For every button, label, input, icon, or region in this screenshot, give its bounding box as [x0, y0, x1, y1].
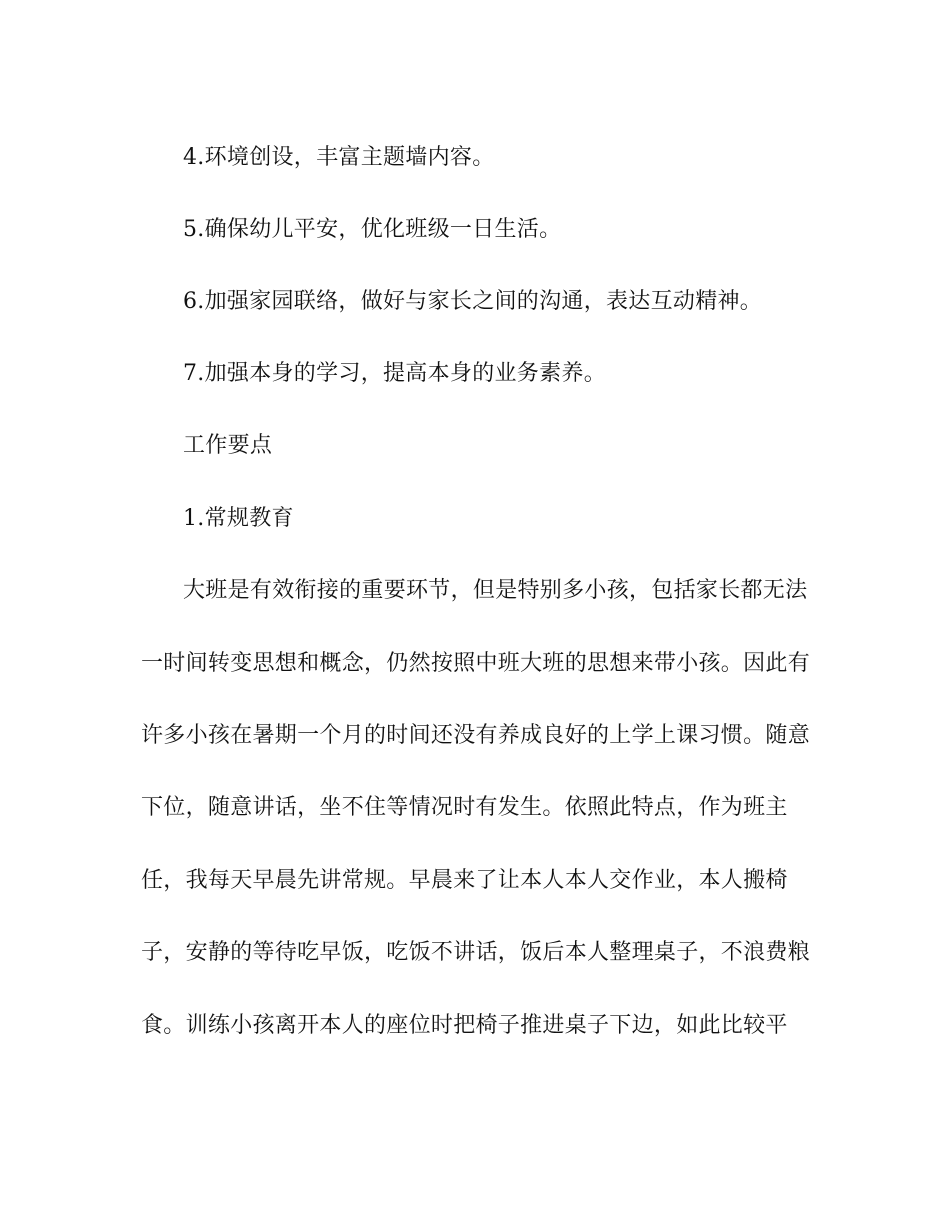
list-item-self-study: 7.加强本身的学习，提高本身的业务素养。 [183, 361, 606, 386]
paragraph-line: 任，我每天早晨先讲常规。早晨来了让本人本人交作业，本人搬椅 [141, 868, 788, 893]
subsection-heading-routine-education: 1.常规教育 [183, 506, 294, 531]
paragraph-line: 下位，随意讲话，坐不住等情况时有发生。依照此特点，作为班主 [141, 795, 788, 820]
paragraph-line: 一时间转变思想和概念，仍然按照中班大班的思想来带小孩。因此有 [141, 651, 811, 676]
paragraph-line: 食。训练小孩离开本人的座位时把椅子推进桌子下边，如此比较平 [141, 1013, 788, 1038]
paragraph-line: 许多小孩在暑期一个月的时间还没有养成良好的上学上课习惯。随意 [141, 723, 811, 748]
list-item-environment: 4.环境创设，丰富主题墙内容。 [183, 145, 495, 170]
paragraph-line: 大班是有效衔接的重要环节，但是特别多小孩，包括家长都无法 [183, 578, 808, 603]
list-item-safety: 5.确保幼儿平安，优化班级一日生活。 [183, 217, 562, 242]
paragraph-line: 子，安静的等待吃早饭，吃饭不讲话，饭后本人整理桌子，不浪费粮 [141, 940, 811, 965]
section-heading-work-points: 工作要点 [183, 433, 273, 458]
list-item-home-school: 6.加强家园联络，做好与家长之间的沟通，表达互动精神。 [183, 289, 763, 314]
